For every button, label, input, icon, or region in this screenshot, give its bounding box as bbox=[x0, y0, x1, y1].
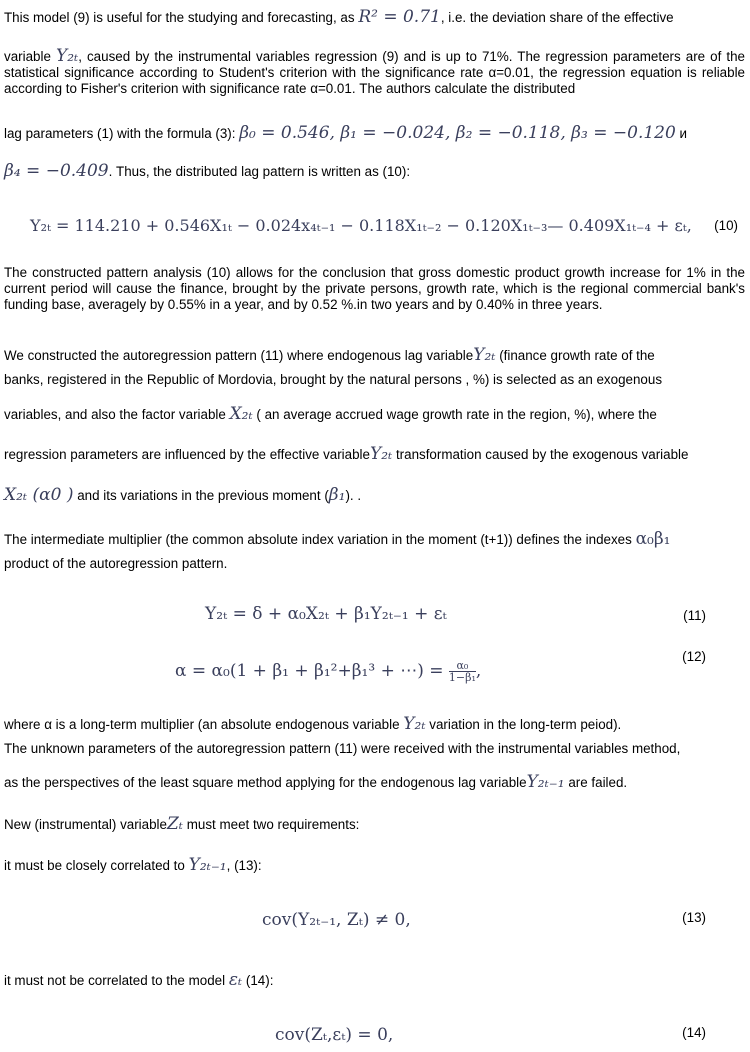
text: regression parameters are influenced by the effective variable bbox=[4, 447, 370, 462]
formula: β₄ = −0.409 bbox=[4, 161, 109, 181]
text: , caused by the instrumental variables regression (9) and is up to 71%. The regression parameters are of the statistical significance according to Student's criterion with the significance rate α=0.01, the regression equation is reliable according to Fisher's criterion with significance rate α=0.01. The authors calculate the distributed bbox=[4, 49, 745, 96]
text: lag parameters (1) with the formula (3): bbox=[4, 126, 236, 141]
text: must meet two requirements: bbox=[186, 817, 360, 832]
formula: X₂ₜ bbox=[229, 404, 253, 424]
text: transformation caused by the exogenous variable bbox=[395, 447, 689, 462]
text-line bbox=[4, 773, 745, 792]
text-line: banks, registered in the Republic of Mordovia, brought by the natural persons , %) is selected as an exogenous bbox=[4, 372, 663, 387]
text-line bbox=[4, 445, 745, 464]
equation-10: Y₂ₜ = 114.210 + 0.546X₁ₜ − 0.024x₄ₜ₋₁ − 0.118X₁ₜ₋₂ − 0.120X₁ₜ₋₃— 0.409X₁ₜ₋₄ + εₜ, bbox=[30, 216, 692, 235]
text: are failed. bbox=[568, 775, 628, 790]
text-line bbox=[4, 530, 745, 549]
text: ). . bbox=[345, 488, 362, 503]
text-line bbox=[4, 405, 745, 424]
formula: Y₂ₜ bbox=[369, 444, 393, 464]
equation-14: cov(Zₜ,εₜ) = 0, bbox=[275, 1025, 394, 1045]
equation-number: (10) bbox=[714, 218, 738, 233]
formula: Y₂ₜ bbox=[473, 345, 496, 365]
text-line bbox=[4, 8, 745, 27]
text: and its variations in the previous moment ( bbox=[77, 488, 329, 503]
equation-number: (11) bbox=[683, 608, 706, 623]
formula: Y₂ₜ bbox=[55, 46, 79, 66]
formula: α = α₀(1 + β₁ + β₁²+β₁³ + ⋯) = bbox=[175, 661, 444, 681]
text-line bbox=[4, 486, 745, 505]
equation-number: (13) bbox=[682, 910, 706, 925]
formula: Zₜ bbox=[166, 814, 183, 834]
paragraph bbox=[4, 48, 745, 97]
text: as the perspectives of the least square method applying for the endogenous lag variable bbox=[4, 775, 527, 790]
text: (finance growth rate of the bbox=[499, 348, 655, 363]
text-line bbox=[4, 971, 745, 990]
equation-number: (12) bbox=[682, 649, 706, 664]
text: it must be closely correlated to bbox=[4, 858, 185, 873]
text: variables, and also the factor variable bbox=[4, 407, 226, 422]
formula: β₁ bbox=[328, 485, 346, 505]
text: The intermediate multiplier (the common absolute index variation in the moment (t+1)) defines the indexes bbox=[4, 532, 632, 547]
equation-13: cov(Y₂ₜ₋₁, Zₜ) ≠ 0, bbox=[262, 910, 411, 930]
formula: Y₂ₜ₋₁ bbox=[188, 855, 227, 875]
text: и bbox=[679, 126, 688, 141]
paragraph: The constructed pattern analysis (10) allows for the conclusion that gross domestic product growth increase for 1% in the current period will cause the finance, brought by the private persons, growth rate, which is the regional commercial bank's funding base, averagely by 0.55% in a year, and by 0.52 %.in two years and by 0.40% in three years. bbox=[4, 265, 745, 312]
formula: α₀β₁ bbox=[635, 529, 671, 549]
text: variable bbox=[4, 49, 51, 64]
text-line bbox=[4, 162, 745, 181]
text-line bbox=[4, 715, 745, 734]
numerator: α₀ bbox=[449, 660, 476, 672]
text-line: product of the autoregression pattern. bbox=[4, 556, 228, 571]
formula: Y₂ₜ bbox=[403, 714, 426, 734]
formula: R² = 0.71 bbox=[358, 7, 441, 27]
text: variation in the long-term peiod). bbox=[429, 717, 622, 732]
denominator: 1−β₁ bbox=[448, 671, 476, 684]
text: , (13): bbox=[226, 858, 262, 873]
text-line bbox=[4, 856, 745, 875]
equation-number: (14) bbox=[682, 1025, 706, 1040]
formula: , bbox=[475, 661, 482, 681]
text: it must not be correlated to the model bbox=[4, 973, 226, 988]
formula: X₂ₜ (α0 ) bbox=[4, 485, 74, 505]
text: This model (9) is useful for the studying and forecasting, as bbox=[4, 10, 355, 25]
text: We constructed the autoregression pattern (11) where endogenous lag variable bbox=[4, 348, 474, 363]
formula: β₀ = 0.546, β₁ = −0.024, β₂ = −0.118, β₃ = −0.120 bbox=[239, 123, 676, 143]
text: . Thus, the distributed lag pattern is written as (10): bbox=[108, 164, 411, 179]
equation-12 bbox=[175, 660, 481, 683]
formula: εₜ bbox=[228, 970, 243, 990]
fraction bbox=[449, 660, 476, 683]
text: (14): bbox=[245, 973, 274, 988]
text: , i.e. the deviation share of the effective bbox=[440, 10, 674, 25]
text: ( an average accrued wage growth rate in the region, %), where the bbox=[256, 407, 657, 422]
text-line bbox=[4, 124, 745, 143]
text: where α is a long-term multiplier (an absolute endogenous variable bbox=[4, 717, 400, 732]
equation-11: Y₂ₜ = δ + α₀X₂ₜ + β₁Y₂ₜ₋₁ + εₜ bbox=[205, 604, 447, 624]
text-line: The unknown parameters of the autoregression pattern (11) were received with the instrumental variables method, bbox=[4, 741, 681, 756]
text-line bbox=[4, 815, 745, 834]
formula: Y₂ₜ₋₁ bbox=[526, 772, 565, 792]
text: New (instrumental) variable bbox=[4, 817, 167, 832]
text-line bbox=[4, 346, 745, 365]
